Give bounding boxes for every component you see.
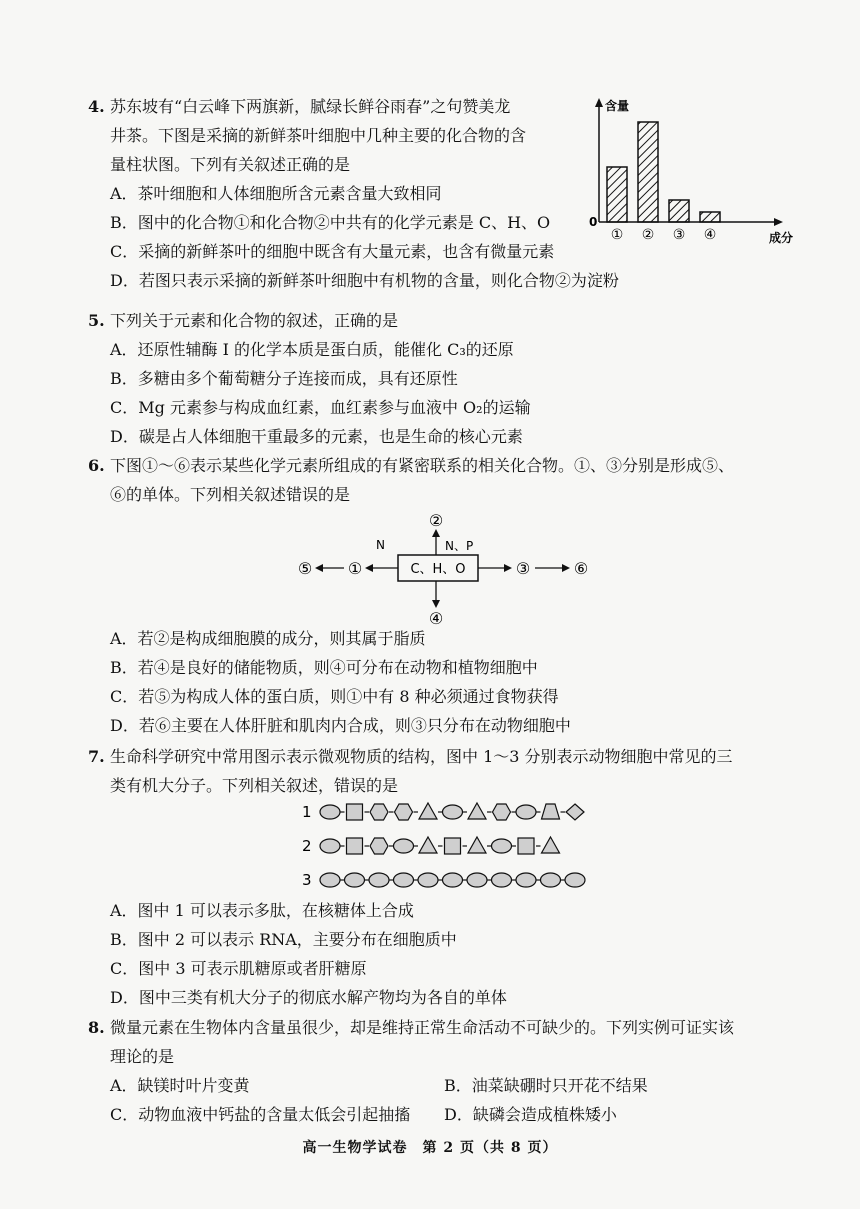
chain-3-monomer-ellipse (443, 873, 463, 887)
q5-option-c: C．Mg 元素参与构成血红素，血红素参与血液中 O₂的运输 (110, 398, 531, 417)
q4-option-b: B．图中的化合物①和化合物②中共有的化学元素是 C、H、O (110, 213, 551, 232)
x-tick-label-3: ③ (672, 227, 686, 243)
label-n-p: N、P (445, 539, 474, 553)
chain-3-monomer-ellipse (394, 873, 414, 887)
page-footer: 高一生物学试卷 第 2 页（共 8 页） (302, 1140, 558, 1156)
q6-option-c: C．若⑤为构成人体的蛋白质，则①中有 8 种必须通过食物获得 (110, 687, 559, 706)
q6-options (88, 624, 778, 740)
x-axis-arrow (774, 218, 783, 226)
chain-1-monomer-ellipse (516, 805, 536, 819)
q7-stem-line-2: 类有机大分子。下列相关叙述，错误的是 (110, 776, 399, 795)
chain-2-monomer-square (518, 838, 534, 854)
node-6: ⑥ (573, 559, 589, 578)
x-tick-label-2: ② (641, 227, 655, 243)
chain-2-monomer-triangle (419, 837, 437, 853)
q4-option-d: D．若图只表示采摘的新鲜茶叶细胞中有机物的含量，则化合物②为淀粉 (110, 271, 619, 290)
q5-number: 5. (88, 311, 105, 330)
bar-1 (607, 167, 627, 222)
chain-2-monomer-ellipse (320, 839, 340, 853)
chain-1-monomer-ellipse (443, 805, 463, 819)
q6-option-a: A．若②是构成细胞膜的成分，则其属于脂质 (110, 629, 426, 648)
q6-number: 6. (88, 456, 105, 475)
x-axis-label: 成分 (769, 231, 794, 245)
q4-stem-line-1: 4. 苏东坡有“白云峰下两旗新，腻绿长鲜谷雨春”之句赞美龙 (88, 92, 588, 121)
q8-option-b: B．油菜缺硼时只开花不结果 (444, 1076, 648, 1095)
label-n: N (376, 538, 385, 552)
q6-stem-line-1: 6. 下图①～⑥表示某些化学元素所组成的有紧密联系的相关化合物。①、③分别是形成⑤、 (88, 451, 778, 480)
q5-option-b: B．多糖由多个葡萄糖分子连接而成，具有还原性 (110, 369, 458, 388)
chain-1-monomer-triangle (419, 803, 437, 819)
bar-2 (638, 122, 658, 222)
chain-3-monomer-ellipse (369, 873, 389, 887)
x-tick-label-1: ① (610, 227, 624, 243)
chain-1-monomer-ellipse (320, 805, 340, 819)
node-5: ⑤ (297, 559, 313, 578)
q6-stem-line-2: ⑥的单体。下列相关叙述错误的是 (110, 485, 351, 504)
q5-stem: 5. 下列关于元素和化合物的叙述，正确的是 (88, 306, 778, 335)
compound-relationship-diagram (295, 508, 605, 628)
node-1: ① (347, 559, 363, 578)
origin-label: 0 (589, 215, 598, 229)
chain-3-monomer-ellipse (492, 873, 512, 887)
q6-option-d: D．若⑥主要在人体肝脏和肌肉内合成，则③只分布在动物细胞中 (110, 716, 571, 735)
chain-2-monomer-triangle (468, 837, 486, 853)
question-8 (88, 1013, 778, 1129)
q5-option-d: D．碳是占人体细胞干重最多的元素，也是生命的核心元素 (110, 427, 523, 446)
compound-content-bar-chart (585, 92, 805, 252)
chain-label-1: 1 (302, 803, 312, 821)
question-4 (88, 92, 588, 179)
q7-stem-line-1: 7. 生命科学研究中常用图示表示微观物质的结构，图中 1～3 分别表示动物细胞中常见的三 (88, 742, 778, 771)
q4-option-a: A．茶叶细胞和人体细胞所含元素含量大致相同 (110, 184, 442, 203)
chain-3-monomer-ellipse (516, 873, 536, 887)
chain-3-monomer-ellipse (418, 873, 438, 887)
node-4: ④ (428, 609, 444, 628)
q6-option-b: B．若④是良好的储能物质，则④可分布在动物和植物细胞中 (110, 658, 538, 677)
q8-option-c: C．动物血液中钙盐的含量太低会引起抽搐 (110, 1105, 411, 1124)
q7-option-b: B．图中 2 可以表示 RNA，主要分布在细胞质中 (110, 930, 457, 949)
chain-label-2: 2 (302, 837, 312, 855)
q8-number: 8. (88, 1018, 105, 1037)
chain-2-monomer-ellipse (492, 839, 512, 853)
chain-3-monomer-ellipse (541, 873, 561, 887)
q7-number: 7. (88, 747, 105, 766)
q4-number: 4. (88, 97, 105, 116)
chain-1-monomer-triangle (468, 803, 486, 819)
q4-stem-line-3: 量柱状图。下列有关叙述正确的是 (110, 155, 351, 174)
center-elements-label: C、H、O (410, 562, 466, 577)
x-tick-label-4: ④ (703, 227, 717, 243)
q4-stem-line-2: 井茶。下图是采摘的新鲜茶叶细胞中几种主要的化合物的含 (110, 126, 527, 145)
bar-3 (669, 200, 689, 222)
q4-option-c: C．采摘的新鲜茶叶的细胞中既含有大量元素，也含有微量元素 (110, 242, 555, 261)
y-axis-arrow (595, 98, 603, 107)
node-2: ② (428, 511, 444, 530)
macromolecule-chains-diagram (298, 798, 598, 902)
y-axis-label: 含量 (605, 99, 630, 113)
chain-2-monomer-hexagon (370, 838, 388, 854)
chain-1-monomer-hexagon (493, 804, 511, 820)
q7-options (88, 896, 778, 1012)
chain-2-monomer-triangle (542, 837, 560, 853)
chain-3-monomer-ellipse (467, 873, 487, 887)
bar-4 (700, 212, 720, 222)
q8-stem-line-2: 理论的是 (110, 1047, 175, 1066)
q8-option-a: A．缺镁时叶片变黄 (110, 1076, 250, 1095)
chain-3-monomer-ellipse (345, 873, 365, 887)
chain-2-monomer-square (445, 838, 461, 854)
q7-option-d: D．图中三类有机大分子的彻底水解产物均为各自的单体 (110, 988, 507, 1007)
question-6 (88, 451, 778, 509)
chain-1-monomer-diamond (566, 804, 584, 820)
q8-option-d: D．缺磷会造成植株矮小 (444, 1105, 617, 1124)
chain-1-monomer-hexagon (370, 804, 388, 820)
chain-1-monomer-trapezoid (542, 804, 560, 819)
chain-2-monomer-ellipse (394, 839, 414, 853)
chain-3-monomer-ellipse (320, 873, 340, 887)
q7-option-a: A．图中 1 可以表示多肽，在核糖体上合成 (110, 901, 414, 920)
chain-1-monomer-square (347, 804, 363, 820)
node-3: ③ (515, 559, 531, 578)
chain-1-monomer-hexagon (395, 804, 413, 820)
chain-2-monomer-square (347, 838, 363, 854)
q7-option-c: C．图中 3 可表示肌糖原或者肝糖原 (110, 959, 367, 978)
q5-option-a: A．还原性辅酶 I 的化学本质是蛋白质，能催化 C₃的还原 (110, 340, 514, 359)
question-7 (88, 742, 778, 800)
chain-label-3: 3 (302, 871, 312, 889)
q8-stem-line-1: 8. 微量元素在生物体内含量虽很少，却是维持正常生命活动不可缺少的。下列实例可证实该 (88, 1013, 778, 1042)
chain-3-monomer-ellipse (565, 873, 585, 887)
question-5 (88, 306, 778, 451)
